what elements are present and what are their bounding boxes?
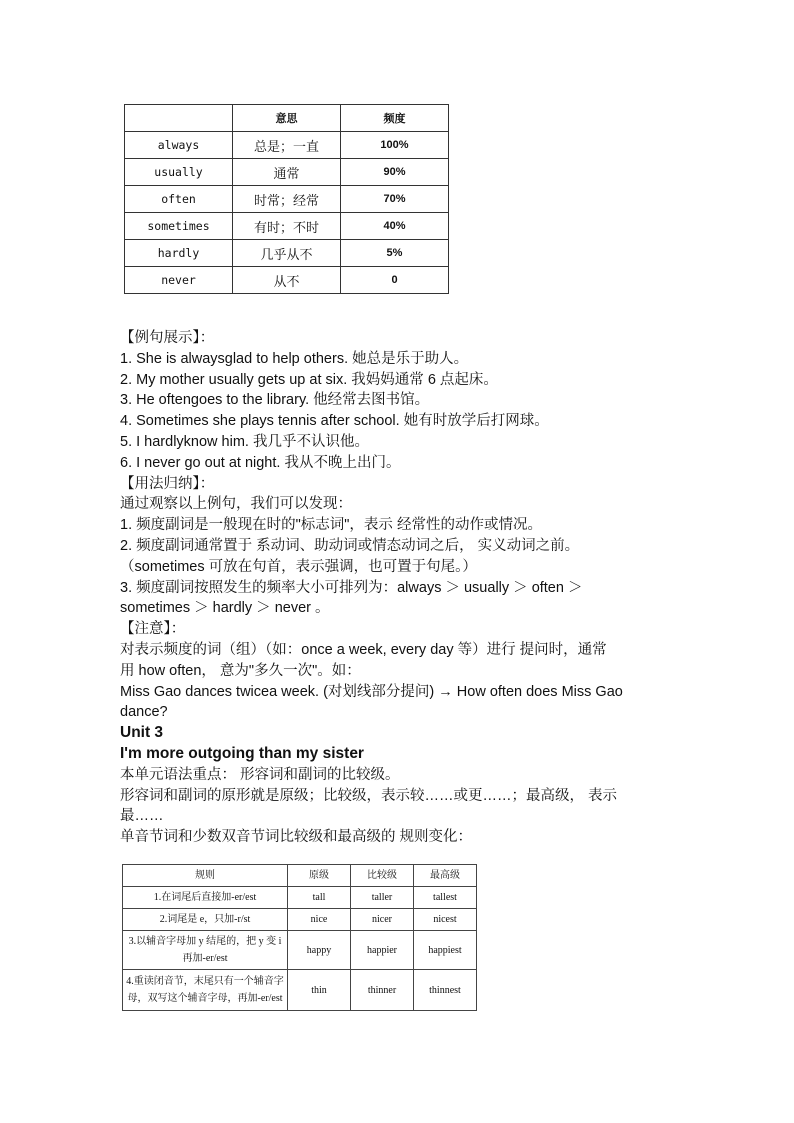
paragraph-line: 2. 频度副词通常置于 系动词、助动词或情态动词之后， 实义动词之前。 [120,537,580,554]
adverb-cell: sometimes [125,213,233,240]
base-cell: happy [288,931,351,970]
table-row [125,267,449,294]
example-sentence: 5. I hardlyknow him. 我几乎不认识他。 [120,433,369,450]
paragraph-line: （sometimes 可放在句首，表示强调，也可置于句尾。） [120,558,477,575]
table-row [125,132,449,159]
paragraph-line: 通过观察以上例句，我们可以发现： [120,496,352,513]
adverb-cell: always [125,132,233,159]
paragraph-line: sometimes ＞ hardly ＞ never 。 [120,600,330,617]
frequency-cell: 100% [341,132,449,159]
superlative-cell: happiest [414,931,477,970]
table-row [123,970,477,1011]
adverb-cell: hardly [125,240,233,267]
table-row [125,213,449,240]
unit-subtitle: I'm more outgoing than my sister [120,744,364,762]
paragraph-line: Miss Gao dances twicea week. (对划线部分提问) → How often does Miss Gao [120,683,623,700]
paragraph-line: 单音节词和少数双音节词比较级和最高级的 规则变化： [120,829,473,846]
example-sentence: 1. She is alwaysglad to help others. 她总是乐于助人。 [120,350,469,367]
rule-cell: 3.以辅音字母加 y 结尾的，把 y 变 i 再加-er/est [123,931,288,970]
rule-cell: 2.词尾是 e，只加-r/st [123,909,288,931]
example-sentence: 3. He oftengoes to the library. 他经常去图书馆。 [120,392,430,409]
table-row [123,887,477,909]
adverb-cell: usually [125,159,233,186]
superlative-cell: nicest [414,909,477,931]
paragraph-line: dance? [120,704,168,721]
frequency-adverb-table [124,104,449,294]
paragraph-line: 对表示频度的词（组）（如：once a week, every day 等）进行 提问时，通常 [120,641,607,658]
unit-title: Unit 3 [120,724,164,742]
section-heading-examples: 【例句展示】： [120,330,215,346]
comparative-cell: nicer [351,909,414,931]
comparative-rules-table [122,864,477,1011]
example-sentence: 2. My mother usually gets up at six. 我妈妈通常 6 点起床。 [120,371,498,388]
base-cell: nice [288,909,351,931]
meaning-cell: 有时；不时 [233,213,341,240]
header-cell [125,105,233,132]
meaning-cell: 从不 [233,267,341,294]
superlative-cell: tallest [414,887,477,909]
example-sentence: 6. I never go out at night. 我从不晚上出门。 [120,454,401,471]
section-heading-note: 【注意】： [120,621,186,638]
base-cell: tall [288,887,351,909]
meaning-cell: 几乎从不 [233,240,341,267]
paragraph-line: 最…… [120,808,164,825]
table-row [123,931,477,970]
table-header-row [123,865,477,887]
header-cell-comparative: 比较级 [351,865,414,887]
table-row [125,159,449,186]
comparative-cell: thinner [351,970,414,1011]
paragraph-line: 用 how often， 意为"多久一次"。如： [120,662,361,679]
header-cell-rule: 规则 [123,865,288,887]
frequency-cell: 70% [341,186,449,213]
superlative-cell: thinnest [414,970,477,1011]
base-cell: thin [288,970,351,1011]
example-sentence: 4. Sometimes she plays tennis after school. 她有时放学后打网球。 [120,413,549,430]
paragraph-line: 本单元语法重点： 形容词和副词的比较级。 [120,766,400,783]
document-body [120,328,690,848]
frequency-cell: 90% [341,159,449,186]
comparative-cell: happier [351,931,414,970]
paragraph-line: 3. 频度副词按照发生的频率大小可排列为：always ＞ usually ＞ often ＞ [120,579,583,596]
meaning-cell: 通常 [233,159,341,186]
frequency-cell: 5% [341,240,449,267]
section-heading-usage: 【用法归纳】： [120,475,215,492]
adverb-cell: often [125,186,233,213]
frequency-cell: 0 [341,267,449,294]
header-cell-base: 原级 [288,865,351,887]
paragraph-line: 形容词和副词的原形就是原级；比较级，表示较……或更……；最高级， 表示 [120,787,618,804]
header-cell-meaning: 意思 [233,105,341,132]
header-cell-superlative: 最高级 [414,865,477,887]
meaning-cell: 总是；一直 [233,132,341,159]
table-row [125,240,449,267]
rule-cell: 4.重读闭音节，末尾只有一个辅音字母，双写这个辅音字母，再加-er/est [123,970,288,1011]
paragraph-line: 1. 频度副词是一般现在时的"标志词"，表示 经常性的动作或情况。 [120,517,542,534]
table-row [123,909,477,931]
comparative-cell: taller [351,887,414,909]
table-header-row [125,105,449,132]
rule-cell: 1.在词尾后直接加-er/est [123,887,288,909]
table-row [125,186,449,213]
frequency-cell: 40% [341,213,449,240]
header-cell-frequency: 频度 [341,105,449,132]
meaning-cell: 时常；经常 [233,186,341,213]
adverb-cell: never [125,267,233,294]
